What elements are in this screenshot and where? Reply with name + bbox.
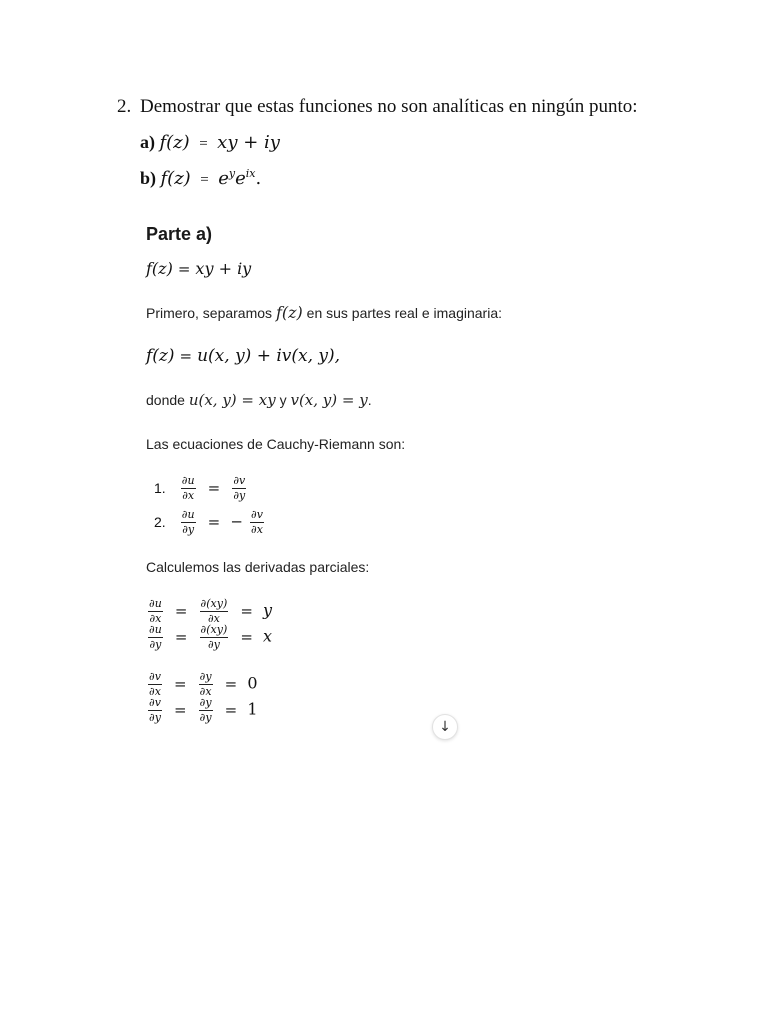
intro-paragraph: Primero, separamos f(z) en sus partes real e imaginaria: <box>146 303 502 322</box>
arrow-down-icon: ↓ <box>439 719 451 735</box>
option-b-label: b) <box>140 168 157 188</box>
decomposition-equation: f(z) = u(x, y) + iv(x, y), <box>146 346 341 366</box>
function-equation: f(z) = xy + iy <box>146 259 252 278</box>
where-paragraph: donde u(x, y) = xy y v(x, y) = y. <box>146 391 372 409</box>
cr-equation-2: 2. $\frac{\partial u}{\partial y}$ = − $\frac{\partial v}{\partial x}$ <box>154 508 263 536</box>
scroll-down-button[interactable] <box>432 714 458 740</box>
option-a-rhs: xy + iy <box>217 132 280 153</box>
derivative-v-y: $\frac{\partial v}{\partial y}$ = $\frac{\partial y}{\partial y}$ = 1 <box>149 696 258 724</box>
derivatives-intro: Calculemos las derivadas parciales: <box>146 559 370 575</box>
option-a-lhs: f(z) <box>159 132 190 153</box>
option-b: b) $f(z) = e^ye^{ix}$. <box>140 167 262 189</box>
derivative-u-x: $\frac{\partial u}{\partial x}$ = $\frac{\partial(xy)}{\partial x}$ = y <box>149 597 273 625</box>
option-a-label: a) <box>140 132 155 152</box>
option-a: a) f(z) = xy + iy <box>140 132 280 153</box>
derivative-u-y: $\frac{\partial u}{\partial y}$ = $\frac{\partial(xy)}{\partial y}$ = x <box>149 623 273 651</box>
cr-equation-1: 1. $\frac{\partial u}{\partial x}$ = $\frac{\partial v}{\partial y}$ <box>154 474 246 502</box>
derivative-v-x: $\frac{\partial v}{\partial x}$ = $\frac{\partial y}{\partial x}$ = 0 <box>149 670 258 698</box>
problem-number: 2. <box>117 96 132 117</box>
section-title: Parte a) <box>146 224 213 244</box>
option-b-rhs: $e^ye^{ix}$. <box>218 167 262 189</box>
option-b-lhs: f(z) <box>160 168 191 189</box>
cauchy-riemann-intro: Las ecuaciones de Cauchy-Riemann son: <box>146 436 406 452</box>
problem-text: Demostrar que estas funciones no son analíticas en ningún punto: <box>140 96 638 117</box>
problem-statement <box>117 96 638 118</box>
